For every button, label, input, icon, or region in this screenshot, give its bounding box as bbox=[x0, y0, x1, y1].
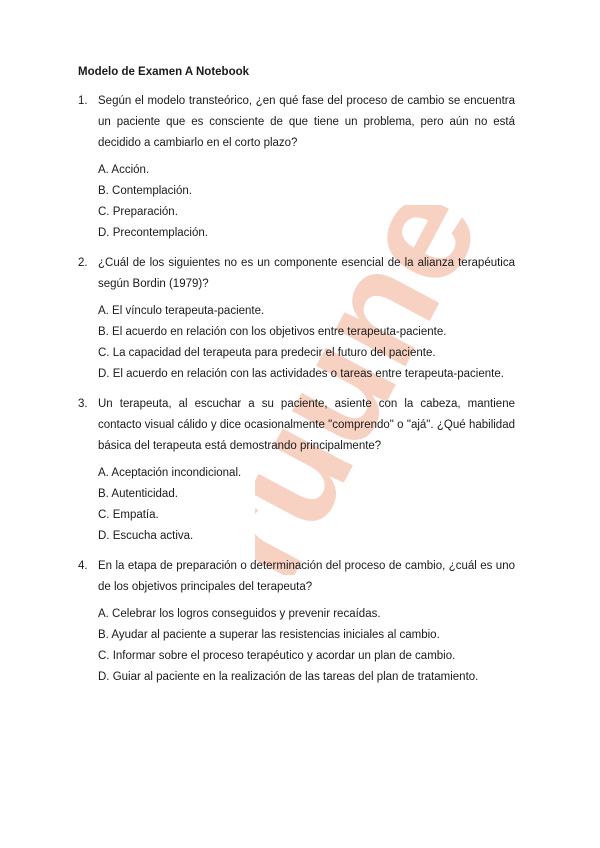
option-d: D. Escucha activa. bbox=[98, 530, 194, 542]
option-a: A. El vínculo terapeuta-paciente. bbox=[98, 305, 265, 317]
option-a: A. Aceptación incondicional. bbox=[98, 467, 242, 479]
option-list bbox=[98, 301, 515, 385]
question-number: 1. bbox=[78, 95, 88, 107]
question-4 bbox=[78, 556, 515, 688]
question-number: 3. bbox=[78, 398, 88, 410]
option-b: B. El acuerdo en relación con los objetivos entre terapeuta-paciente. bbox=[98, 326, 447, 338]
question-text: En la etapa de preparación o determinación del proceso de cambio, ¿cuál es uno de los objetivos principales del terapeuta? bbox=[98, 560, 515, 593]
question-text: Un terapeuta, al escuchar a su paciente, asiente con la cabeza, mantiene contacto visual cálido y dice ocasionalmente "comprendo" o "ajá". ¿Qué habilidad básica del terapeuta está demostrando principalmente? bbox=[98, 398, 515, 452]
option-c: C. Empatía. bbox=[98, 509, 159, 521]
question-number: 4. bbox=[78, 560, 88, 572]
question-2 bbox=[78, 253, 515, 385]
option-b: B. Contemplación. bbox=[98, 185, 192, 197]
svg-text:ruune: ruune bbox=[255, 205, 512, 575]
option-b: B. Ayudar al paciente a superar las resistencias iniciales al cambio. bbox=[98, 629, 440, 641]
option-a: A. Acción. bbox=[98, 164, 150, 176]
option-c: C. Preparación. bbox=[98, 206, 178, 218]
option-c: C. La capacidad del terapeuta para predecir el futuro del paciente. bbox=[98, 347, 436, 359]
question-1 bbox=[78, 91, 515, 244]
option-d: D. Precontemplación. bbox=[98, 227, 208, 239]
question-3 bbox=[78, 394, 515, 547]
option-list bbox=[98, 463, 515, 547]
question-number: 2. bbox=[78, 257, 88, 269]
option-list bbox=[98, 604, 515, 688]
option-a: A. Celebrar los logros conseguidos y prevenir recaídas. bbox=[98, 608, 381, 620]
exam-content bbox=[78, 66, 515, 697]
document-title: Modelo de Examen A Notebook bbox=[78, 66, 250, 78]
question-text: ¿Cuál de los siguientes no es un componente esencial de la alianza terapéutica según Bordin (1979)? bbox=[98, 257, 515, 290]
option-c: C. Informar sobre el proceso terapéutico y acordar un plan de cambio. bbox=[98, 650, 456, 662]
option-list bbox=[98, 160, 515, 244]
option-b: B. Autenticidad. bbox=[98, 488, 178, 500]
option-d: D. Guiar al paciente en la realización de las tareas del plan de tratamiento. bbox=[98, 671, 479, 683]
option-d: D. El acuerdo en relación con las actividades o tareas entre terapeuta-paciente. bbox=[98, 368, 504, 380]
question-text: Según el modelo transteórico, ¿en qué fase del proceso de cambio se encuentra un paciente que es consciente de que tiene un problema, pero aún no está decidido a cambiarlo en el corto plazo? bbox=[98, 95, 515, 149]
